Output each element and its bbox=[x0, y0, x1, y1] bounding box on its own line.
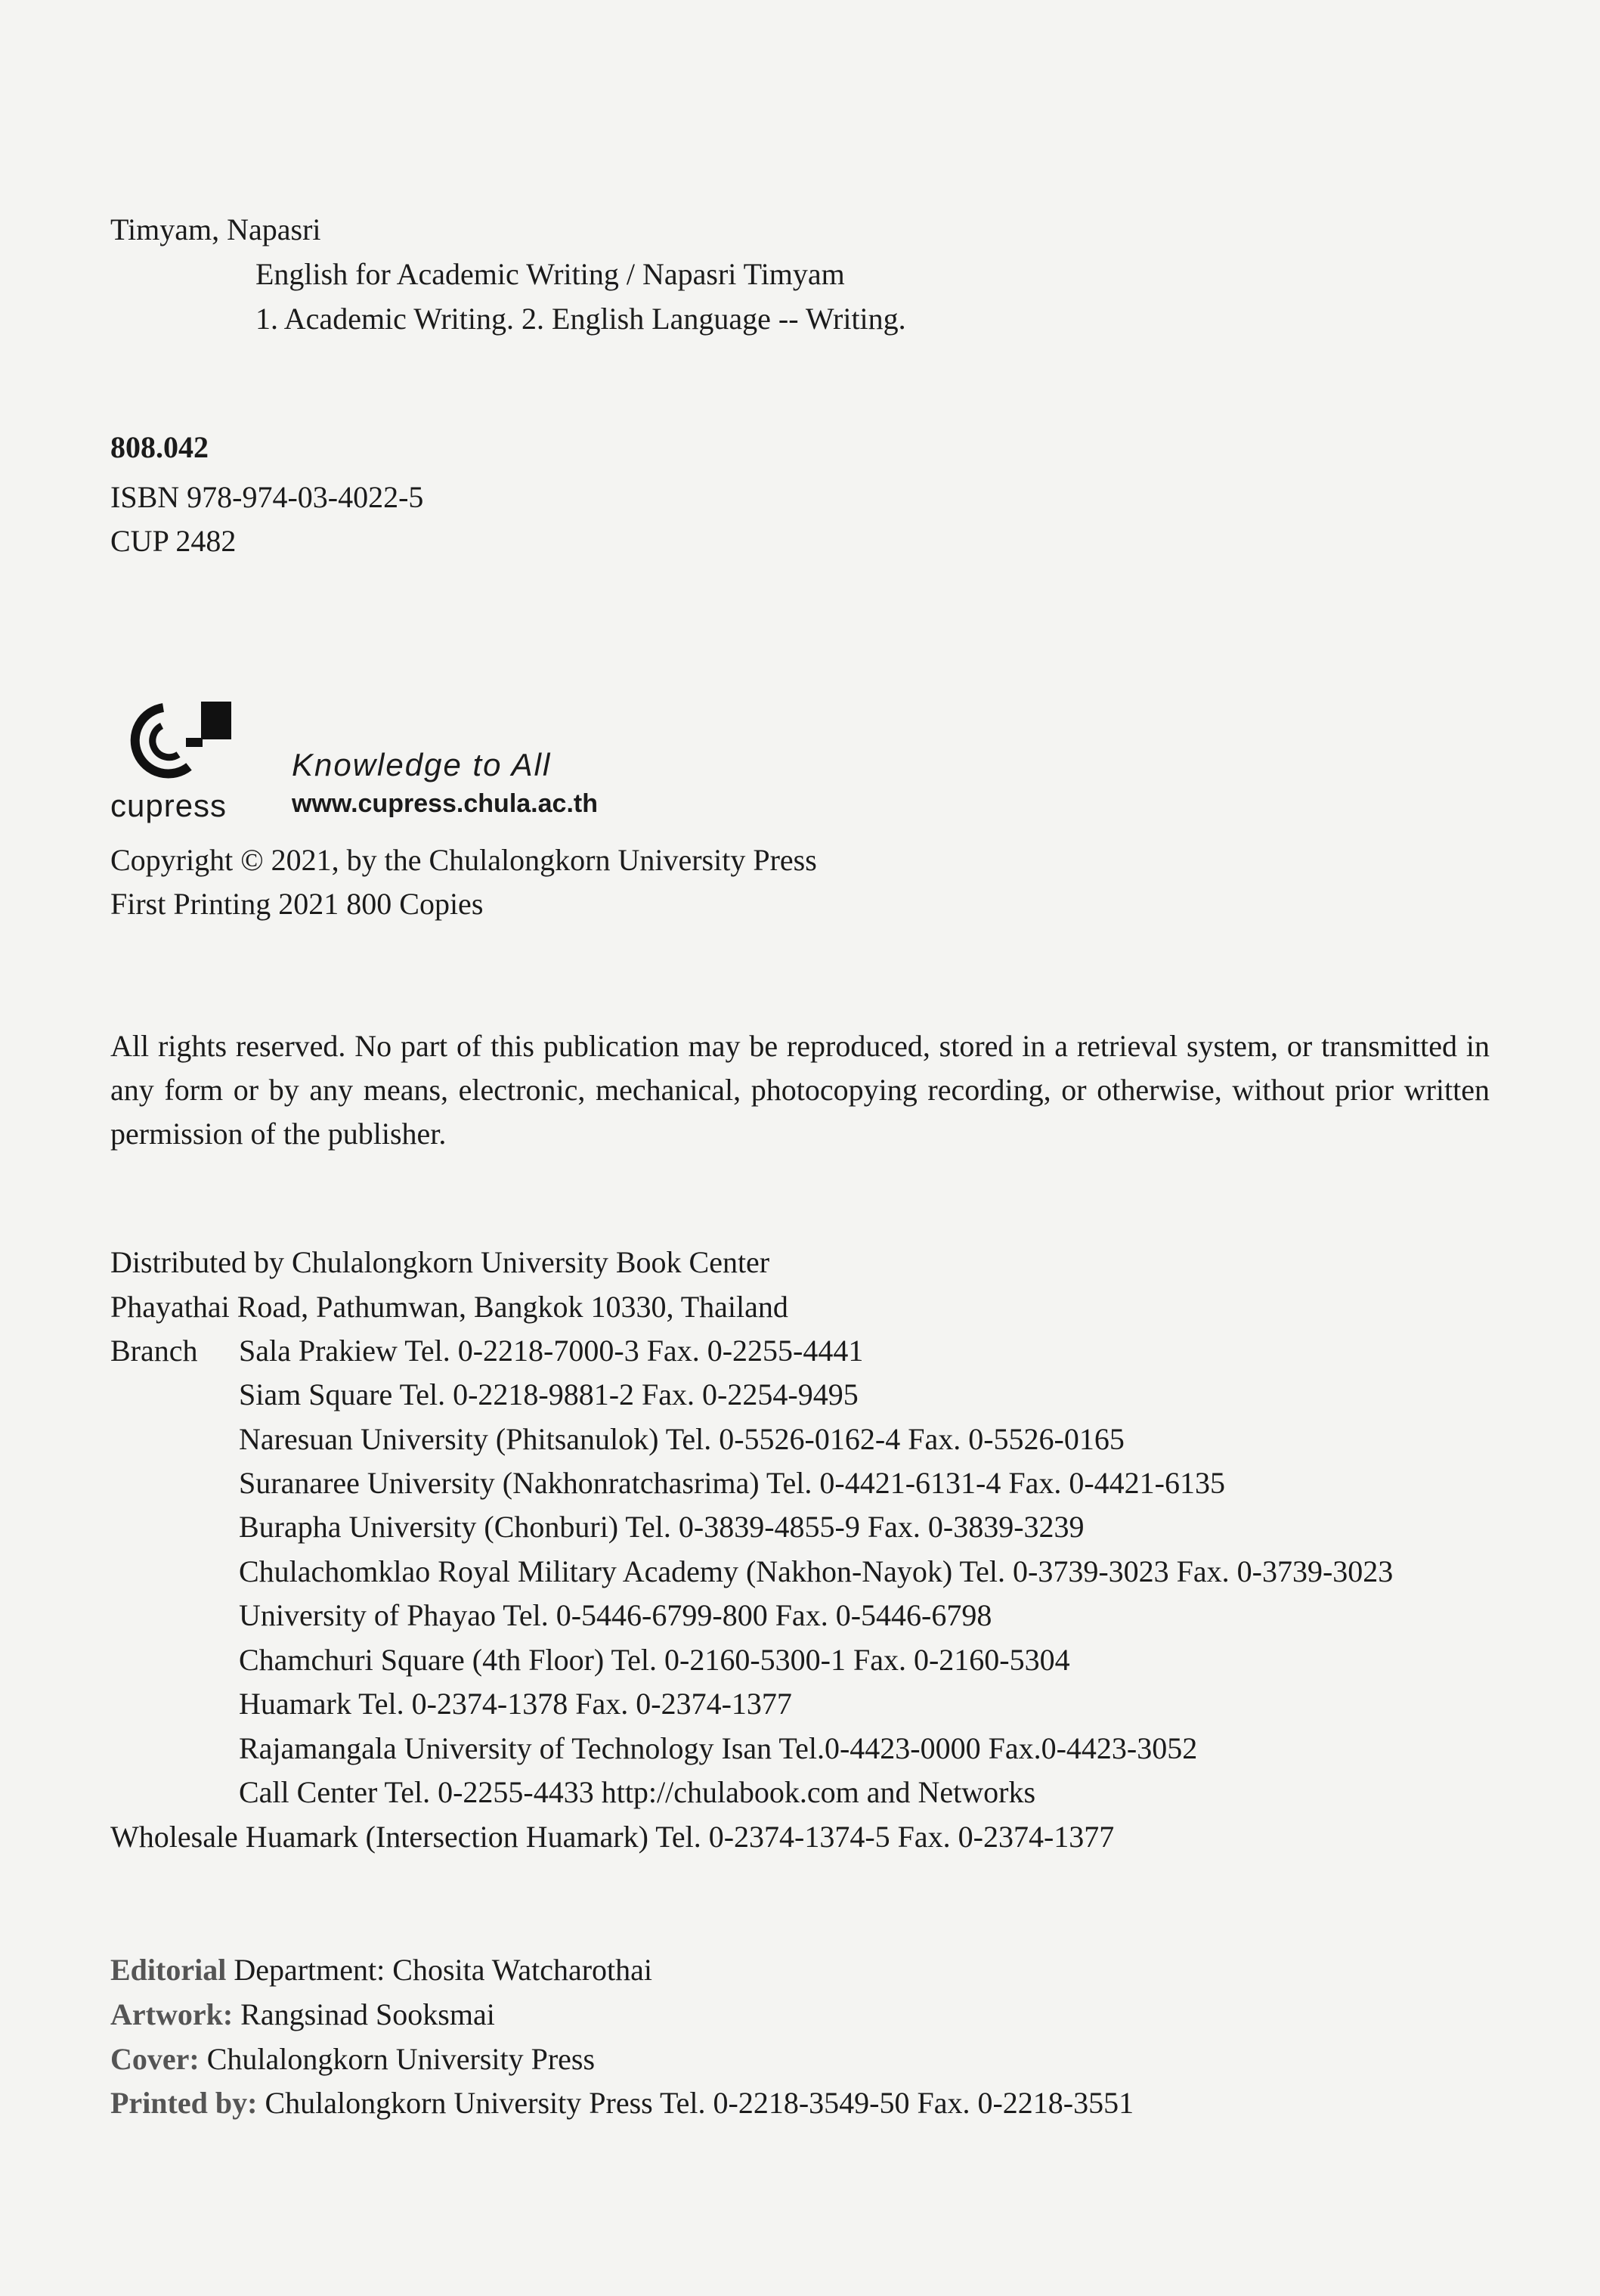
printing-line: First Printing 2021 800 Copies bbox=[110, 887, 484, 921]
isbn: ISBN 978-974-03-4022-5 bbox=[110, 480, 424, 514]
cupress-logo-icon bbox=[110, 694, 246, 785]
branch-item: Rajamangala University of Technology Isan Tel.0-4423-0000 Fax.0-4423-3052 bbox=[239, 1731, 1198, 1765]
distributor-address: Phayathai Road, Pathumwan, Bangkok 10330, Thailand bbox=[110, 1290, 788, 1324]
classification-number: 808.042 bbox=[110, 430, 209, 464]
credit-value: Chulalongkorn University Press bbox=[199, 2042, 596, 2076]
credit-label: Cover: bbox=[110, 2042, 200, 2076]
logo-tagline: Knowledge to All bbox=[292, 747, 552, 782]
branch-item: Chulachomklao Royal Military Academy (Nakhon-Nayok) Tel. 0-3739-3023 Fax. 0-3739-3023 bbox=[239, 1554, 1394, 1588]
logo-wordmark: cupress bbox=[110, 788, 227, 823]
wholesale-line: Wholesale Huamark (Intersection Huamark) Tel. 0-2374-1374-5 Fax. 0-2374-1377 bbox=[110, 1820, 1115, 1854]
credit-value: Chulalongkorn University Press Tel. 0-2218-3549-50 Fax. 0-2218-3551 bbox=[257, 2086, 1134, 2120]
catalog-title: English for Academic Writing / Napasri Timyam bbox=[255, 257, 845, 291]
branch-item: Huamark Tel. 0-2374-1378 Fax. 0-2374-1377 bbox=[239, 1687, 792, 1721]
copyright-line: Copyright © 2021, by the Chulalongkorn University Press bbox=[110, 843, 817, 877]
branch-item: Call Center Tel. 0-2255-4433 http://chulabook.com and Networks bbox=[239, 1775, 1036, 1809]
credit-printed bbox=[110, 2085, 1134, 2121]
branch-item: Siam Square Tel. 0-2218-9881-2 Fax. 0-2254-9495 bbox=[239, 1377, 859, 1411]
credit-artwork bbox=[110, 1997, 495, 2033]
catalog-author: Timyam, Napasri bbox=[110, 212, 321, 246]
publisher-logo bbox=[110, 694, 791, 830]
credit-editorial bbox=[110, 1952, 652, 1988]
credit-value: Rangsinad Sooksmai bbox=[233, 1997, 495, 2031]
branch-item: University of Phayao Tel. 0-5446-6799-800 Fax. 0-5446-6798 bbox=[239, 1598, 992, 1632]
catalog-subjects: 1. Academic Writing. 2. English Language -- Writing. bbox=[255, 302, 906, 336]
credit-label: Editorial bbox=[110, 1953, 227, 1987]
branch-item: Suranaree University (Nakhonratchasrima) Tel. 0-4421-6131-4 Fax. 0-4421-6135 bbox=[239, 1466, 1225, 1500]
credit-label: Printed by: bbox=[110, 2086, 258, 2120]
branch-item: Burapha University (Chonburi) Tel. 0-3839-4855-9 Fax. 0-3839-3239 bbox=[239, 1510, 1085, 1544]
publisher-url: www.cupress.chula.ac.th bbox=[292, 789, 598, 818]
branch-label: Branch bbox=[110, 1334, 198, 1368]
credit-cover bbox=[110, 2041, 595, 2078]
branch-item: Naresuan University (Phitsanulok) Tel. 0-5526-0162-4 Fax. 0-5526-0165 bbox=[239, 1422, 1125, 1456]
branch-item: Chamchuri Square (4th Floor) Tel. 0-2160-5300-1 Fax. 0-2160-5304 bbox=[239, 1643, 1070, 1677]
credit-label: Artwork: bbox=[110, 1997, 234, 2031]
branch-item: Sala Prakiew Tel. 0-2218-7000-3 Fax. 0-2255-4441 bbox=[239, 1334, 864, 1368]
credit-value: Department: Chosita Watcharothai bbox=[226, 1953, 652, 1987]
rights-statement: All rights reserved. No part of this publication may be reproduced, stored in a retrieval system, or transmitted in any form or by any means, electronic, mechanical, photocopying recording, or otherwise, without prior written permission of the publisher. bbox=[110, 1029, 1490, 1151]
cup-number: CUP 2482 bbox=[110, 524, 237, 558]
distributed-by: Distributed by Chulalongkorn University Book Center bbox=[110, 1245, 770, 1279]
